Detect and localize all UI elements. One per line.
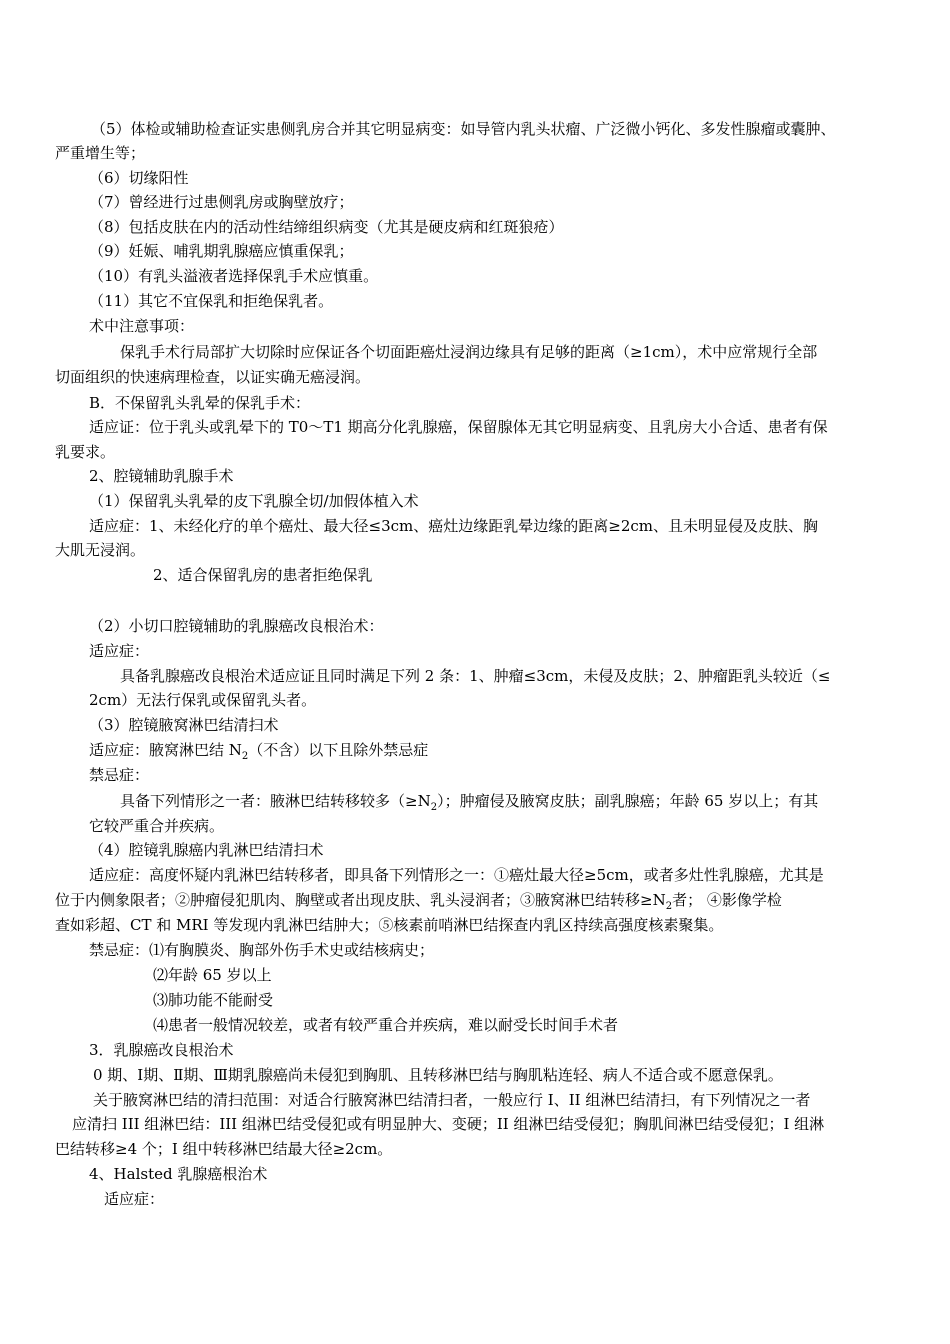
subscript: 2	[241, 751, 249, 762]
heading: （2）小切口腔镜辅助的乳腺癌改良根治术：	[89, 617, 384, 635]
text-run: （不含）以下且除外禁忌症	[248, 741, 429, 759]
heading: 术中注意事项：	[89, 317, 195, 335]
text-line: 应清扫 III 组淋巴结：III 组淋巴结受侵犯或有明显肿大、变硬；II 组淋巴结受侵犯；胸肌间淋巴结受侵犯；I 组淋	[72, 1115, 825, 1133]
text-run: 位于内侧象限者；②肿瘤侵犯肌肉、胸壁或者出现皮肤、乳头浸润者；③腋窝淋巴结转移≥N	[55, 891, 666, 909]
text-line: 禁忌症：⑴有胸膜炎、胸部外伤手术史或结核病史；	[89, 941, 435, 959]
heading: （3）腔镜腋窝淋巴结清扫术	[89, 716, 279, 734]
subscript: 2	[665, 901, 673, 912]
text-line: 2、适合保留乳房的患者拒绝保乳	[153, 566, 373, 584]
text-line: 查如彩超、CT 和 MRI 等发现内乳淋巴结肿大；⑤核素前哨淋巴结探查内乳区持续高强度核素聚集。	[55, 916, 724, 934]
heading: B．不保留乳头乳晕的保乳手术：	[89, 394, 311, 412]
text-run: 具备下列情形之一者：腋淋巴结转移较多（≥N	[120, 792, 431, 810]
text-line: 0 期、Ⅰ期、Ⅱ期、Ⅲ期乳腺癌尚未侵犯到胸肌、且转移淋巴结与胸肌粘连轻、病人不适合或不愿意保乳。	[93, 1066, 783, 1084]
text-line: 它较严重合并疾病。	[89, 817, 225, 835]
text-line: 具备乳腺癌改良根治术适应证且同时满足下列 2 条：1、肿瘤≤3cm，未侵及皮肤；2、肿瘤距乳头较近（≤	[120, 667, 831, 685]
text-line: 乳要求。	[55, 443, 116, 461]
heading: 4、Halsted 乳腺癌根治术	[89, 1165, 268, 1183]
text-line: 适应症：1、未经化疗的单个癌灶、最大径≤3cm、癌灶边缘距乳晕边缘的距离≥2cm、且未明显侵及皮肤、胸	[89, 517, 819, 535]
text-line: 严重增生等；	[55, 144, 146, 162]
text-line: 关于腋窝淋巴结的清扫范围：对适合行腋窝淋巴结清扫者，一般应行 I、II 组淋巴结清扫，有下列情况之一者	[93, 1091, 811, 1109]
heading: （4）腔镜乳腺癌内乳淋巴结清扫术	[89, 841, 324, 859]
text-line: 切面组织的快速病理检查，以证实确无癌浸润。	[55, 368, 371, 386]
text-line: 适应症：	[89, 642, 150, 660]
text-line: （10）有乳头溢液者选择保乳手术应慎重。	[89, 267, 379, 285]
text-line: 适应证：位于乳头或乳晕下的 T0～T1 期高分化乳腺癌，保留腺体无其它明显病变、且乳房大小合适、患者有保	[89, 418, 828, 436]
text-line: 大肌无浸润。	[55, 541, 146, 559]
text-line	[120, 790, 818, 819]
text-line: 2cm）无法行保乳或保留乳头者。	[89, 691, 317, 709]
text-line: （6）切缘阳性	[89, 169, 189, 187]
heading: （1）保留乳头乳晕的皮下乳腺全切/加假体植入术	[89, 492, 419, 510]
heading: 禁忌症：	[89, 766, 150, 784]
text-line: ⑷患者一般情况较差，或者有较严重合并疾病，难以耐受长时间手术者	[153, 1016, 619, 1034]
text-line: （9）妊娠、哺乳期乳腺癌应慎重保乳；	[89, 242, 354, 260]
text-line: 适应症：	[104, 1190, 165, 1208]
text-line: ⑶肺功能不能耐受	[153, 991, 274, 1009]
text-line: （7）曾经进行过患侧乳房或胸壁放疗；	[89, 193, 354, 211]
text-run: 适应症：腋窝淋巴结 N	[89, 741, 242, 759]
text-line: 适应症：高度怀疑内乳淋巴结转移者，即具备下列情形之一：①癌灶最大径≥5cm，或者多灶性乳腺癌，尤其是	[89, 866, 824, 884]
text-line: （11）其它不宜保乳和拒绝保乳者。	[89, 292, 334, 310]
heading: 2、腔镜辅助乳腺手术	[89, 467, 234, 485]
text-run: ）；肿瘤侵及腋窝皮肤；副乳腺癌；年龄 65 岁以上；有其	[437, 792, 819, 810]
heading: 3．乳腺癌改良根治术	[89, 1041, 234, 1059]
text-line: ⑵年龄 65 岁以上	[153, 966, 272, 984]
text-line: （8）包括皮肤在内的活动性结缔组织病变（尤其是硬皮病和红斑狼疮）	[89, 218, 564, 236]
text-line: 保乳手术行局部扩大切除时应保证各个切面距癌灶浸润边缘具有足够的距离（≥1cm），术中应常规行全部	[120, 343, 818, 361]
subscript: 2	[430, 802, 438, 813]
text-line: （5）体检或辅助检查证实患侧乳房合并其它明显病变：如导管内乳头状瘤、广泛微小钙化、多发性腺瘤或囊肿、	[91, 120, 836, 138]
text-line: 巴结转移≥4 个；I 组中转移淋巴结最大径≥2cm。	[55, 1140, 393, 1158]
text-run: 者； ④影像学检	[672, 891, 782, 909]
